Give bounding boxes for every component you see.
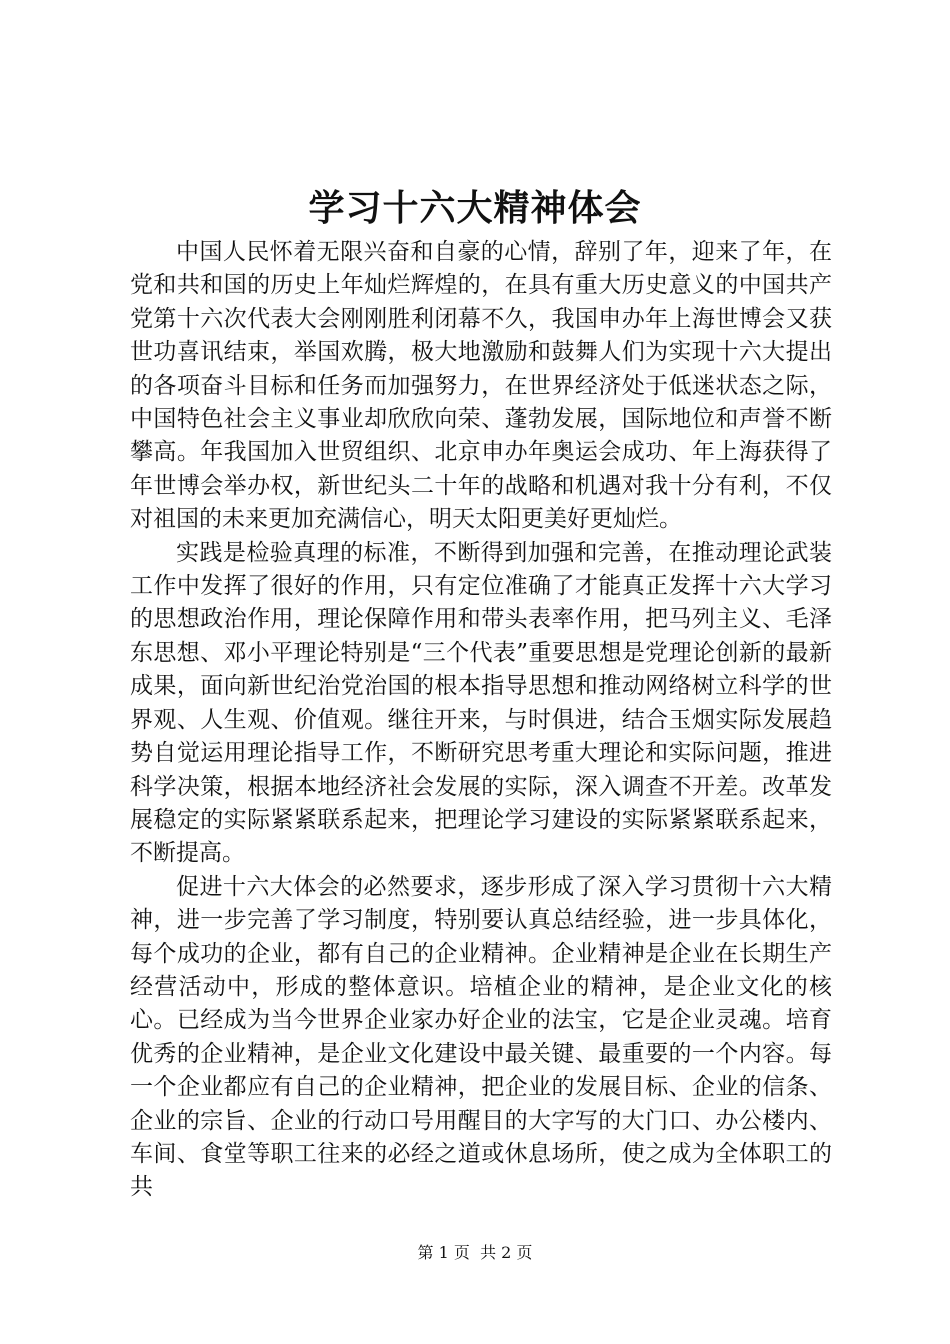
document-body: [130, 236, 832, 1205]
paragraph-1: 中国人民怀着无限兴奋和自豪的心情，辞别了年，迎来了年，在党和共和国的历史上年灿烂辉煌的，在具有重大历史意义的中国共产党第十六次代表大会刚刚胜利闭幕不久，我国申办年上海世博会又获世功喜讯结束，举国欢腾，极大地激励和鼓舞人们为实现十六大提出的各项奋斗目标和任务而加强努力，在世界经济处于低迷状态之际，中国特色社会主义事业却欣欣向荣、蓬勃发展，国际地位和声誉不断攀高。年我国加入世贸组织、北京申办年奥运会成功、年上海获得了年世博会举办权，新世纪头二十年的战略和机遇对我十分有利，不仅对祖国的未来更加充满信心，明天太阳更美好更灿烂。: [130, 239, 832, 533]
page-number-footer: 第 1 页 共 2 页: [417, 1243, 533, 1262]
document-title: 学习十六大精神体会: [308, 187, 642, 229]
paragraph-3: 促进十六大体会的必然要求，逐步形成了深入学习贯彻十六大精神，进一步完善了学习制度，特别要认真总结经验，进一步具体化，每个成功的企业，都有自己的企业精神。企业精神是企业在长期生产经营活动中，形成的整体意识。培植企业的精神，是企业文化的核心。已经成为当今世界企业家办好企业的法宝，它是企业灵魂。培育优秀的企业精神，是企业文化建设中最关键、最重要的一个内容。每一个企业都应有自己的企业精神，把企业的发展目标、企业的信条、企业的宗旨、企业的行动口号用醒目的大字写的大门口、办公楼内、车间、食堂等职工往来的必经之道或休息场所，使之成为全体职工的共: [130, 873, 832, 1201]
paragraph-2: 实践是检验真理的标准，不断得到加强和完善，在推动理论武装工作中发挥了很好的作用，只有定位准确了才能真正发挥十六大学习的思想政治作用，理论保障作用和带头表率作用，把马列主义、毛泽东思想、邓小平理论特别是“三个代表”重要思想是党理论创新的最新成果，面向新世纪治党治国的根本指导思想和推动网络树立科学的世界观、人生观、价值观。继往开来，与时俱进，结合玉烟实际发展趋势自觉运用理论指导工作，不断研究思考重大理论和实际问题，推进科学决策，根据本地经济社会发展的实际，深入调查不开差。改革发展稳定的实际紧紧联系起来，把理论学习建设的实际紧紧联系起来，不断提高。: [130, 539, 832, 867]
